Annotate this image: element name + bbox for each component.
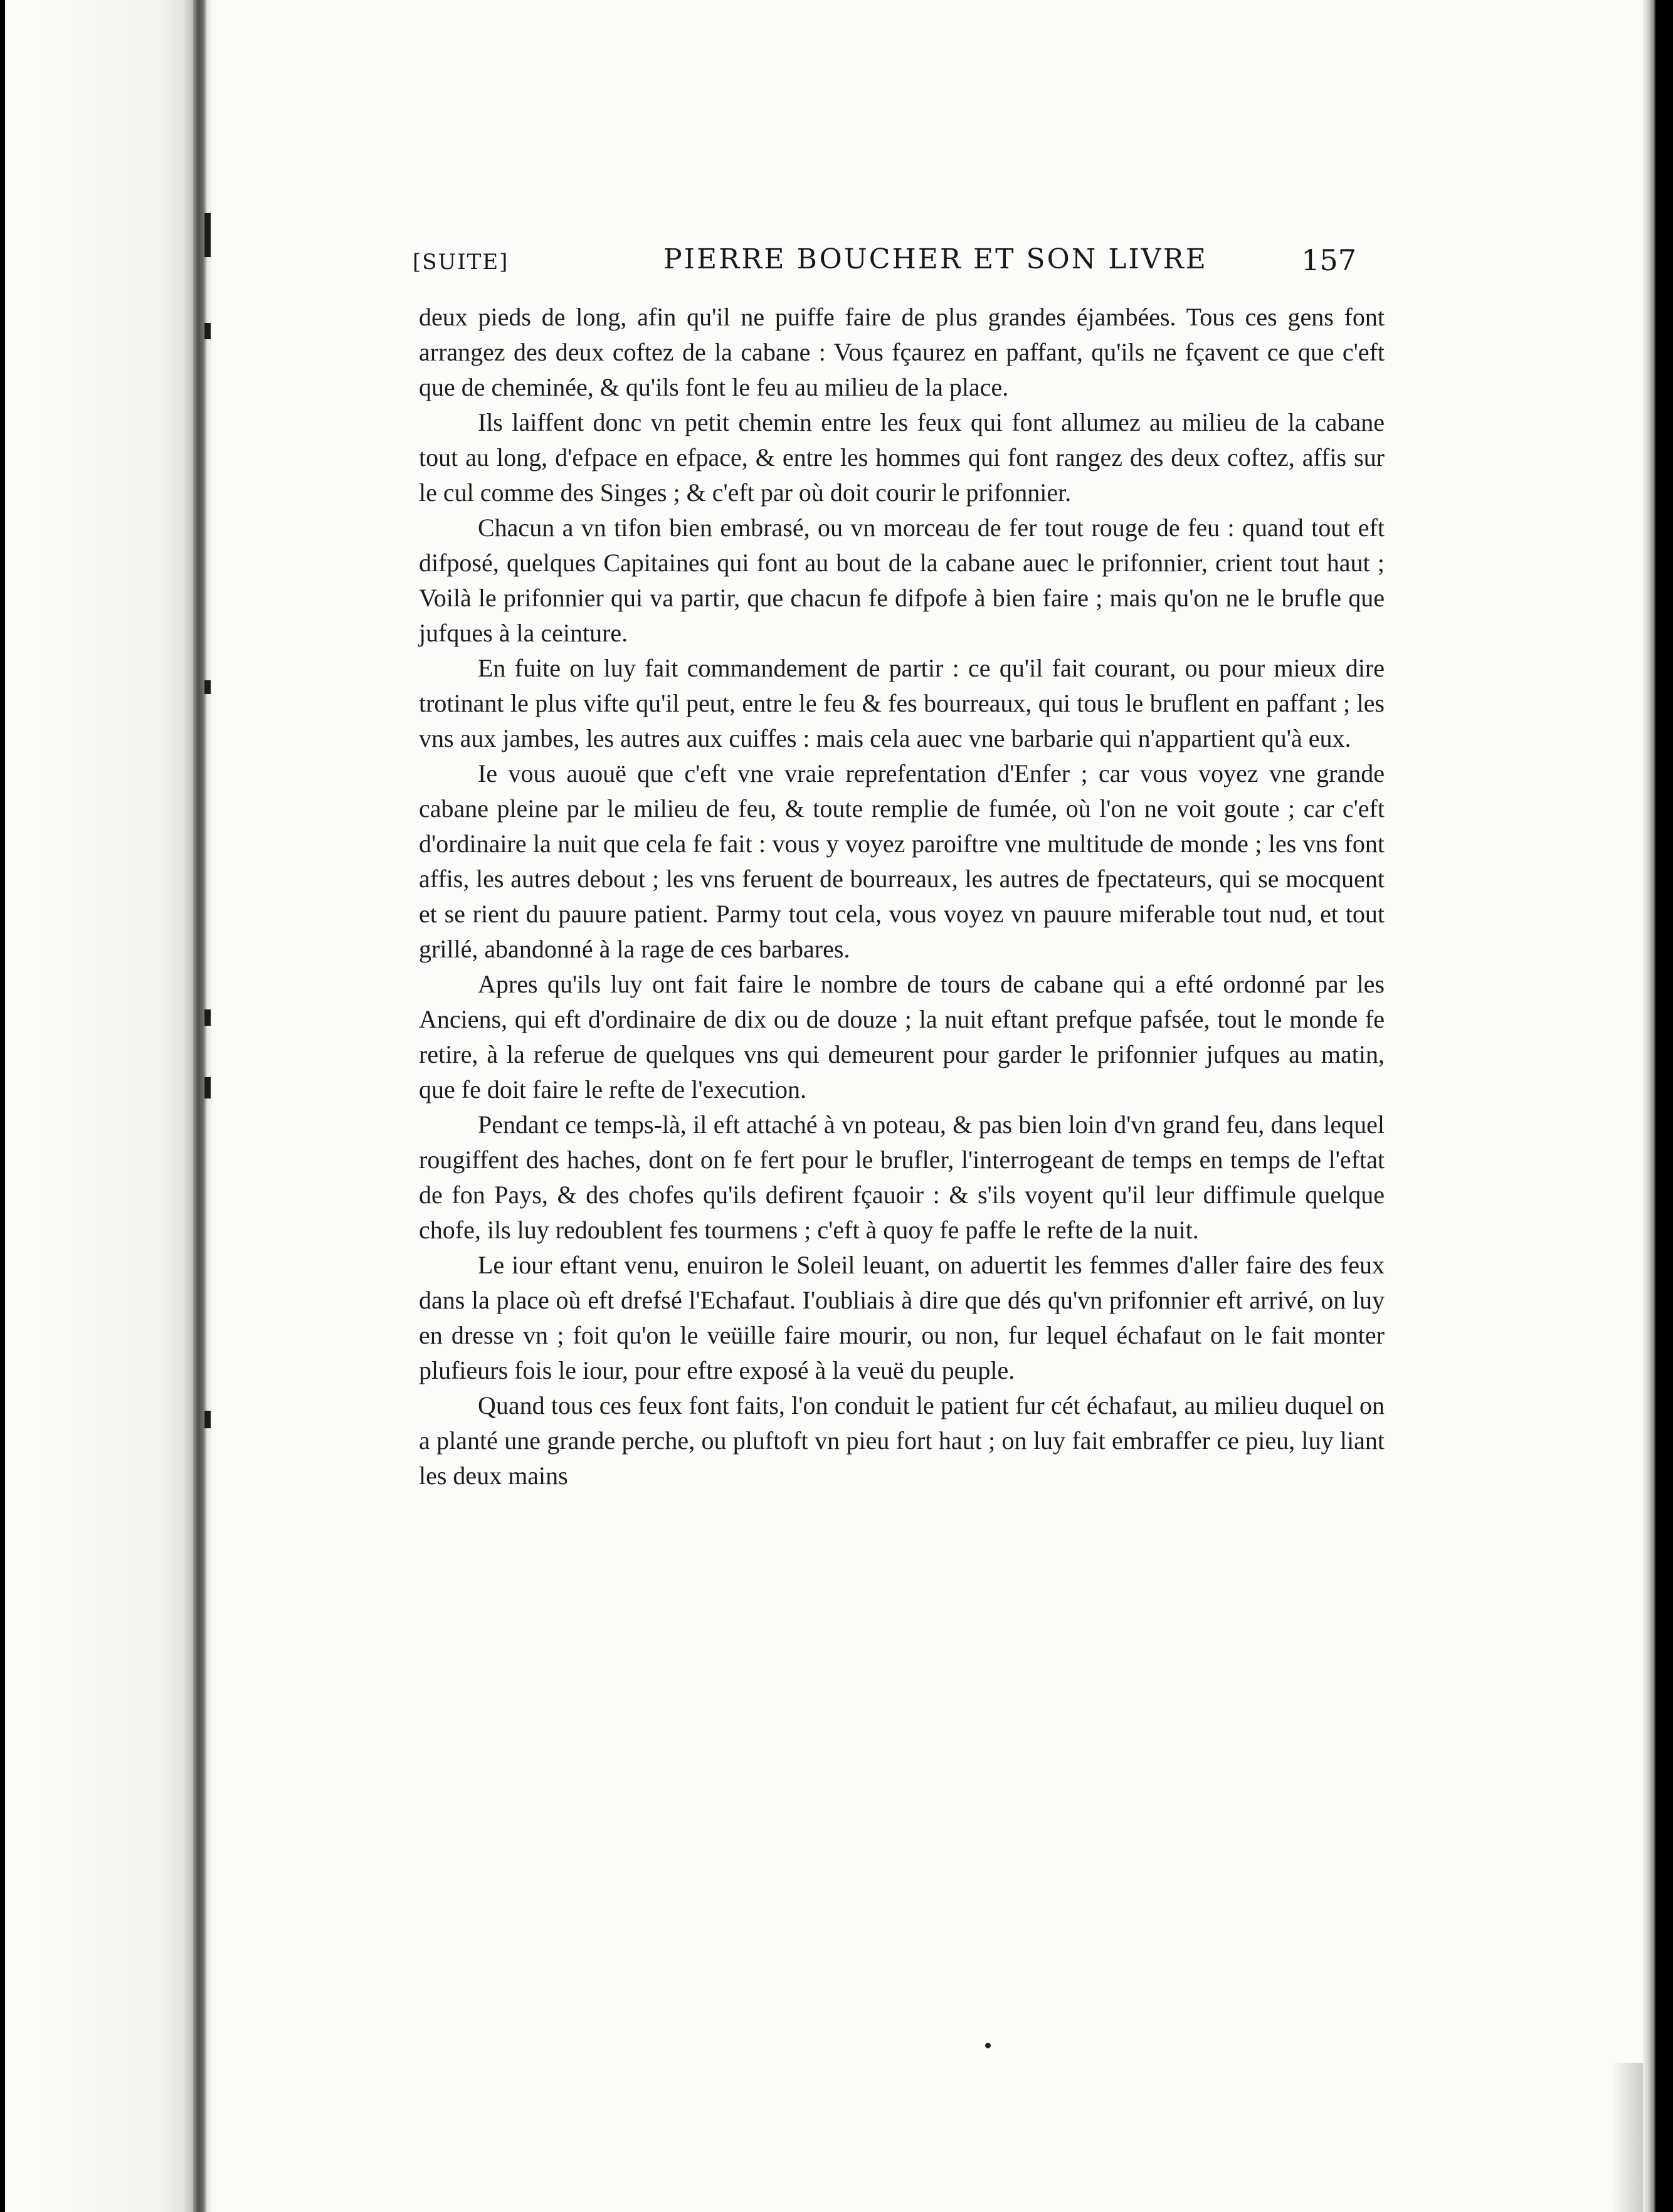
section-marker: [SUITE] bbox=[413, 250, 509, 275]
binding-mark bbox=[204, 213, 211, 257]
body-text bbox=[419, 300, 1385, 1880]
paragraph: Ils laiffent donc vn petit chemin entre les feux qui font allumez au milieu de la cabane tout au long, d'efpace en efpace, & entre les hommes qui font rangez des deux coftez, affis sur le cul comme des Singes ; & c'eft par où doit courir le prifonnier. bbox=[419, 408, 1385, 507]
paragraph: Apres qu'ils luy ont fait faire le nombre de tours de cabane qui a efté ordonné par les Anciens, qui eft d'ordinaire de dix ou de douze ; la nuit eftant prefque pafsée, tout le monde fe retire, à la referue de quelques vns qui demeurent pour garder le prifonnier jufques au matin, que fe doit faire le refte de l'execution. bbox=[419, 970, 1385, 1103]
page-number: 157 bbox=[1301, 243, 1356, 277]
paragraph: Le iour eftant venu, enuiron le Soleil leuant, on aduertit les femmes d'aller faire des feux dans la place où eft drefsé l'Echafaut. I'oubliais à dire que dés qu'vn prifonnier eft arrivé, on luy en dresse vn ; foit qu'on le veüille faire mourir, ou non, fur lequel échafaut on le fait monter plufieurs fois le iour, pour eftre exposé à la veuë du peuple. bbox=[419, 1251, 1385, 1384]
binding-mark bbox=[204, 1411, 211, 1428]
book-gutter bbox=[5, 0, 212, 2212]
running-head bbox=[413, 243, 1356, 282]
paragraph: Chacun a vn tifon bien embrasé, ou vn morceau de fer tout rouge de feu : quand tout eft difposé, quelques Capitaines qui font au bout de la cabane auec le prifonnier, crient tout haut ; Voilà le prifonnier qui va partir, que chacun fe difpofe à bien faire ; mais qu'on ne le brufle que jufques à la ceinture. bbox=[419, 514, 1385, 647]
running-title: PIERRE BOUCHER ET SON LIVRE bbox=[663, 243, 1208, 275]
paragraph: Pendant ce temps-là, il eft attaché à vn poteau, & pas bien loin d'vn grand feu, dans lequel rougiffent des haches, dont on fe fert pour le brufler, l'interrogeant de temps en temps de l'eftat de fon Pays, & des chofes qu'ils defirent fçauoir : & s'ils voyent qu'il leur diffimule quelque chofe, ils luy redoublent fes tourmens ; c'eft à quoy fe paffe le refte de la nuit. bbox=[419, 1110, 1385, 1244]
paragraph: deux pieds de long, afin qu'il ne puiffe faire de plus grandes éjambées. Tous ces gens font arrangez des deux coftez de la cabane : Vous fçaurez en paffant, qu'ils ne fçavent ce que c'eft que de cheminée, & qu'ils font le feu au milieu de la place. bbox=[419, 303, 1385, 401]
page-edge bbox=[1643, 0, 1656, 2212]
paragraph: Quand tous ces feux font faits, l'on conduit le patient fur cét échafaut, au milieu duquel on a planté une grande perche, ou pluftoft vn pieu fort haut ; on luy fait embraffer ce pieu, luy liant les deux mains bbox=[419, 1391, 1385, 1490]
binding-mark bbox=[204, 323, 211, 339]
page-crease bbox=[1610, 2063, 1645, 2212]
binding-mark bbox=[204, 680, 211, 694]
scan-speck bbox=[985, 2043, 991, 2048]
binding-mark bbox=[204, 1077, 211, 1098]
binding-mark bbox=[204, 1009, 211, 1026]
paper-sheet bbox=[5, 0, 1651, 2212]
paragraph: Ie vous auouë que c'eft vne vraie reprefentation d'Enfer ; car vous voyez vne grande cabane pleine par le milieu de feu, & toute remplie de fumée, où l'on ne voit goute ; car c'eft d'ordinaire la nuit que cela fe fait : vous y voyez paroiftre vne multitude de monde ; les vns font affis, les autres debout ; les vns feruent de bourreaux, les autres de fpectateurs, qui se mocquent et se rient du pauure patient. Parmy tout cela, vous voyez vn pauure miferable tout nud, et tout grillé, abandonné à la rage de ces barbares. bbox=[419, 759, 1385, 963]
paragraph: En fuite on luy fait commandement de partir : ce qu'il fait courant, ou pour mieux dire trotinant le plus vifte qu'il peut, entre le feu & fes bourreaux, qui tous le bruflent en paffant ; les vns aux jambes, les autres aux cuiffes : mais cela auec vne barbarie qui n'appartient qu'à eux. bbox=[419, 654, 1385, 752]
